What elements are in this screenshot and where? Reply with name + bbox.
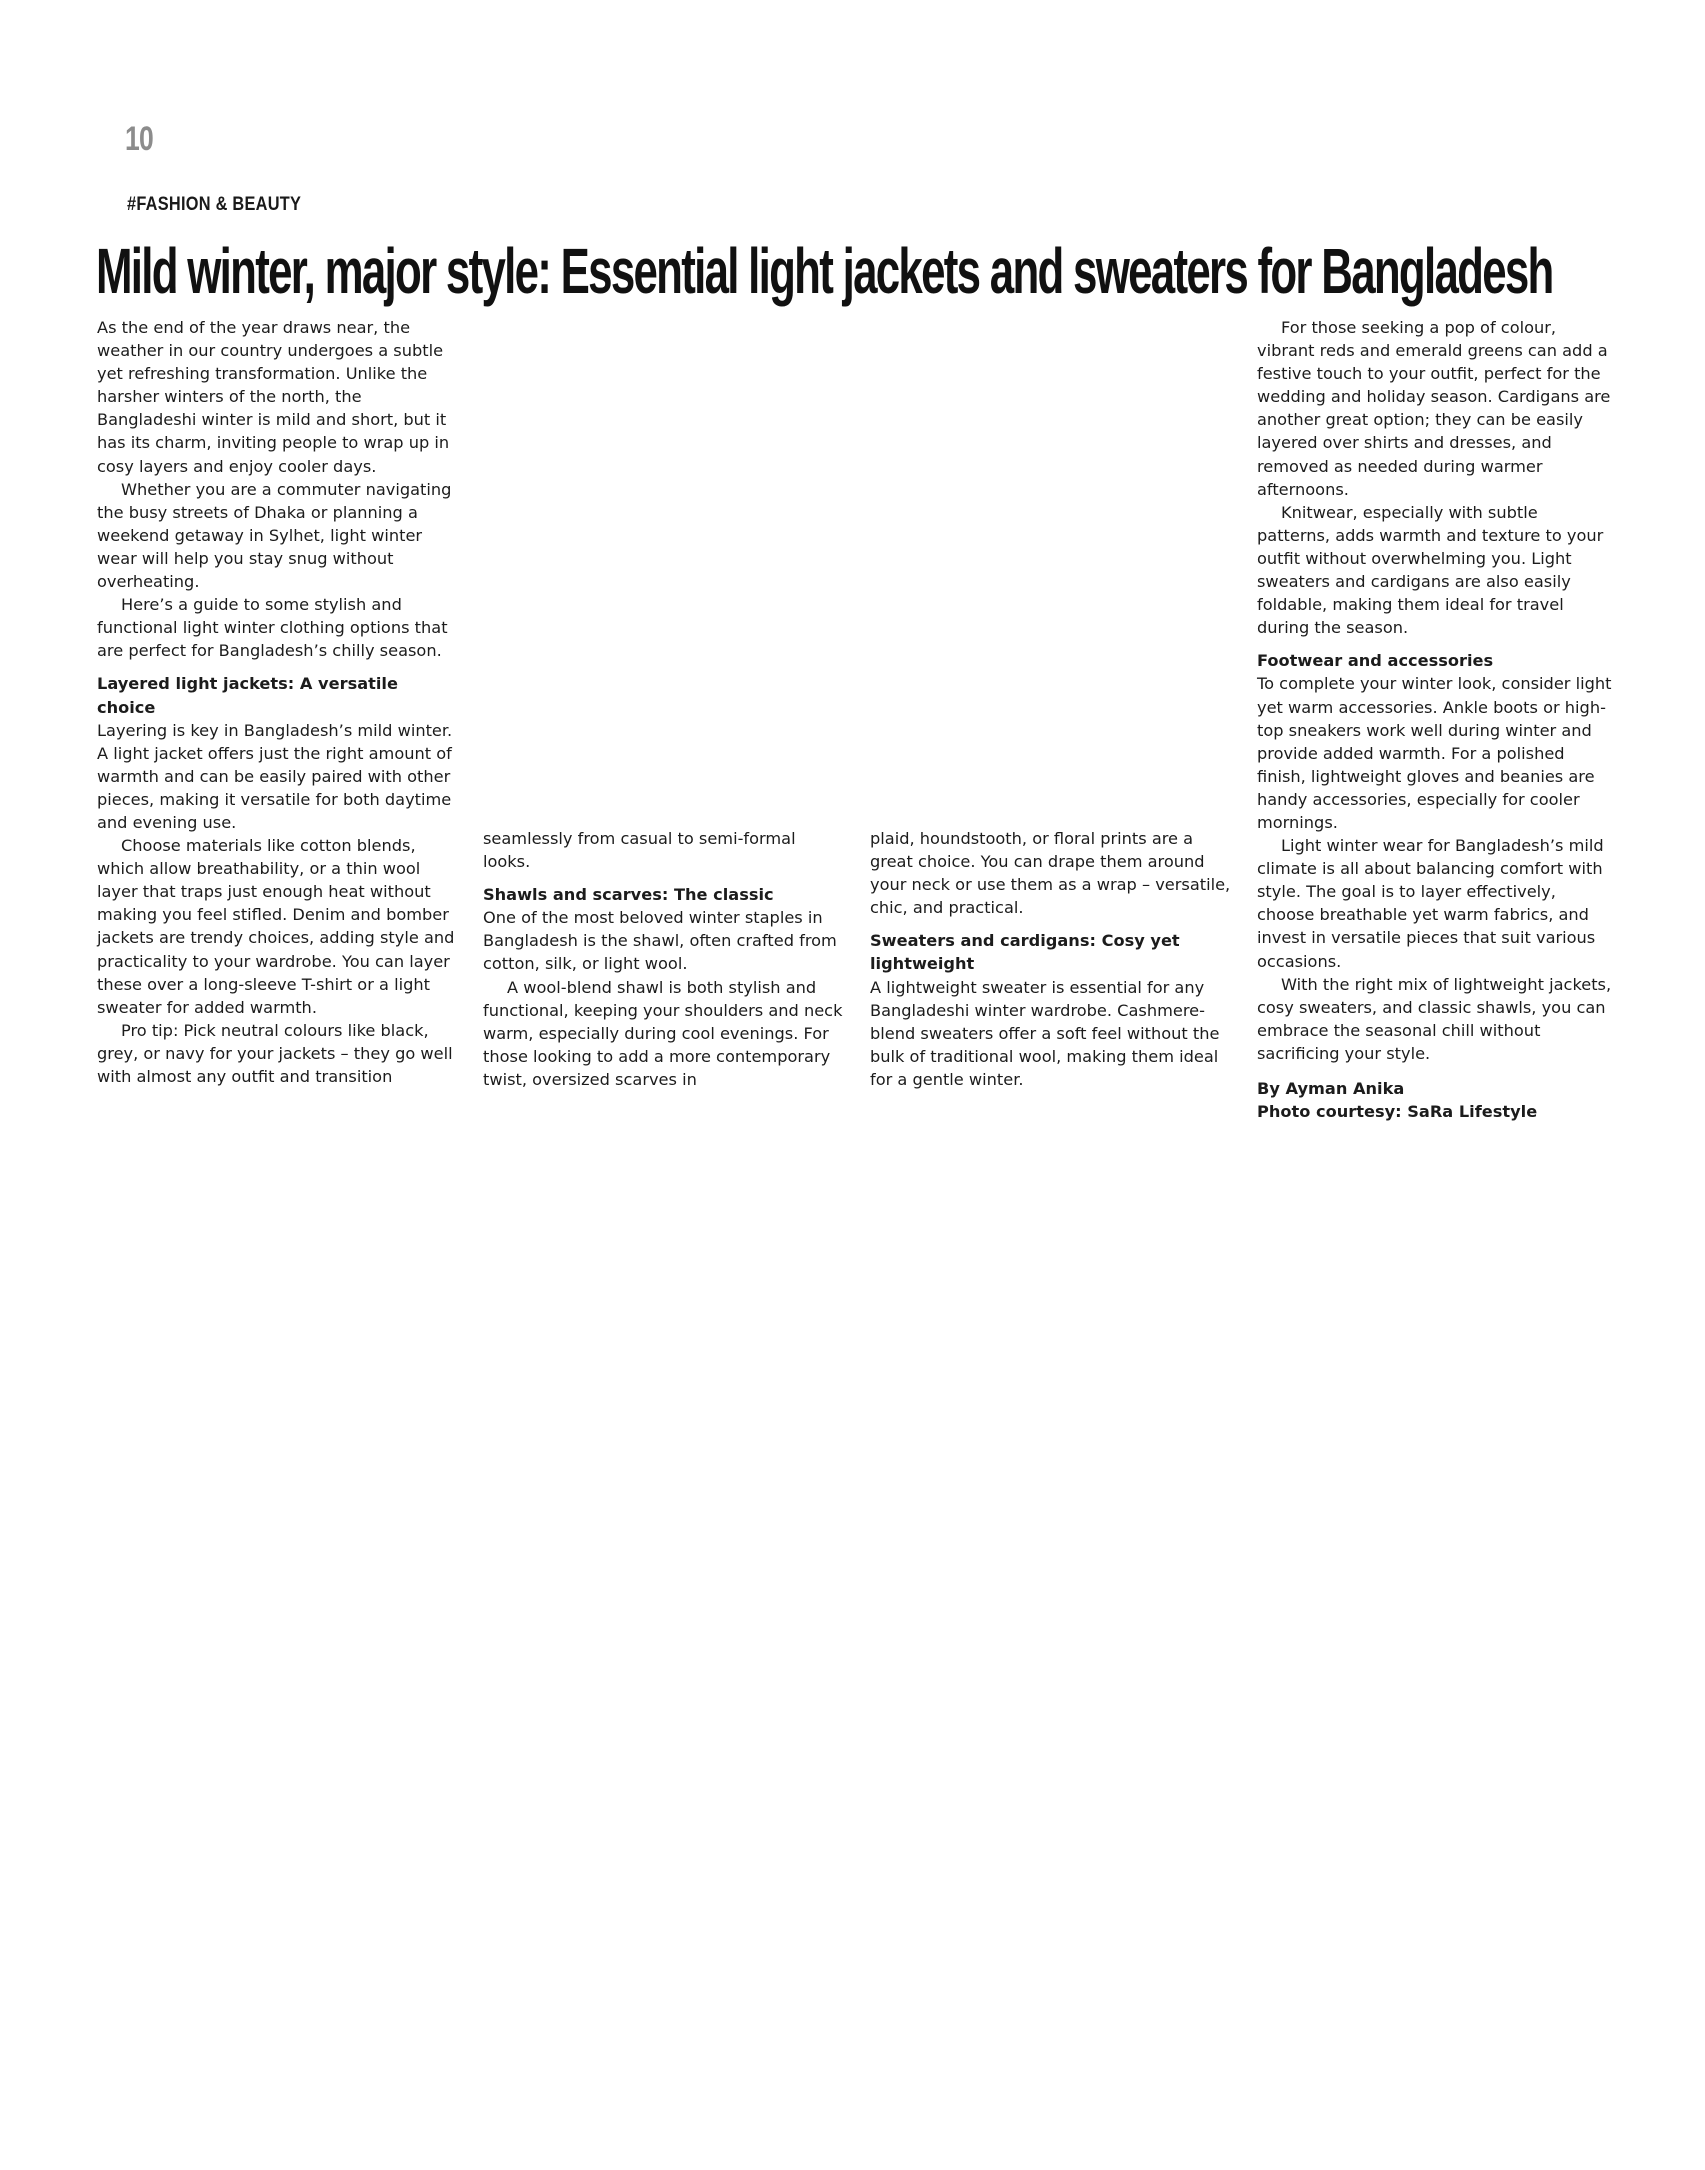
- paragraph: Pro tip: Pick neutral colours like black, grey, or navy for your jackets – they go well with almost any outfit and transition: [97, 1020, 453, 1086]
- paragraph: One of the most beloved winter staples in Bangladesh is the shawl, often crafted from cotton, silk, or light wool.: [483, 908, 837, 974]
- paragraph: Here’s a guide to some stylish and functional light winter clothing options that are perfect for Bangladesh’s chilly season.: [97, 595, 448, 661]
- paragraph: For those seeking a pop of colour, vibrant reds and emerald greens can add a festive touch to your outfit, perfect for the wedding and holiday season. Cardigans are another great option; they can be easily layered over shirts and dresses, and removed as needed during warmer afternoons.: [1257, 318, 1611, 499]
- article-column-2: [483, 827, 845, 1091]
- paragraph: With the right mix of lightweight jackets, cosy sweaters, and classic shawls, you can embrace the seasonal chill without sacrificing your style.: [1257, 974, 1612, 1063]
- photo-credit: Photo courtesy: SaRa Lifestyle: [1257, 1102, 1538, 1122]
- paragraph: Whether you are a commuter navigating the busy streets of Dhaka or planning a weekend getaway in Sylhet, light winter wear will help you stay snug without overheating.: [97, 479, 452, 592]
- paragraph: Choose materials like cotton blends, which allow breathability, or a thin wool layer that traps just enough heat without making you feel stifled. Denim and bomber jackets are trendy choices, adding style and practicality to your wardrobe. You can layer these over a long-sleeve T-shirt or a light sweater for added warmth.: [97, 836, 455, 1017]
- paragraph: As the end of the year draws near, the weather in our country undergoes a subtle yet refreshing transformation. Unlike the harsher winters of the north, the Bangladeshi winter is mild and short, but it has its charm, inviting people to wrap up in cosy layers and enjoy cooler days.: [97, 318, 450, 476]
- article-column-1: [97, 316, 459, 1088]
- byline: By Ayman Anika: [1257, 1079, 1405, 1098]
- headline: Mild winter, major style: Essential light jackets and sweaters for Bangladesh: [96, 235, 1553, 307]
- paragraph: Layering is key in Bangladesh’s mild winter. A light jacket offers just the right amount of warmth and can be easily paired with other pieces, making it versatile for both daytime and evening use.: [97, 720, 453, 832]
- section-tag: #FASHION & BEAUTY: [127, 194, 302, 215]
- page-number: 10: [125, 120, 153, 158]
- article-column-4: [1257, 316, 1613, 1123]
- paragraph: To complete your winter look, consider light yet warm accessories. Ankle boots or high-top sneakers work well during winter and provide added warmth. For a polished finish, lightweight gloves and beanies are handy accessories, especially for cooler mornings.: [1257, 674, 1612, 832]
- subheading: Footwear and accessories: [1257, 651, 1494, 671]
- paragraph: plaid, houndstooth, or floral prints are a great choice. You can drape them around your neck or use them as a wrap – versatile, chic, and practical.: [870, 829, 1231, 918]
- subheading: Layered light jackets: A versatile choice: [97, 674, 398, 717]
- subheading: Sweaters and cardigans: Cosy yet lightweight: [870, 931, 1180, 974]
- article-column-3: [870, 827, 1232, 1091]
- paragraph: A lightweight sweater is essential for any Bangladeshi winter wardrobe. Cashmere-blend sweaters offer a soft feel without the bulk of traditional wool, making them ideal for a gentle winter.: [870, 977, 1220, 1089]
- paragraph: Knitwear, especially with subtle patterns, adds warmth and texture to your outfit without overwhelming you. Light sweaters and cardigans are also easily foldable, making them ideal for travel during the season.: [1257, 502, 1604, 638]
- subheading: Shawls and scarves: The classic: [483, 885, 774, 905]
- paragraph: Light winter wear for Bangladesh’s mild climate is all about balancing comfort with style. The goal is to layer effectively, choose breathable yet warm fabrics, and invest in versatile pieces that suit various occasions.: [1257, 836, 1604, 971]
- paragraph: A wool-blend shawl is both stylish and functional, keeping your shoulders and neck warm, especially during cool evenings. For those looking to add a more contemporary twist, oversized scarves in: [483, 977, 843, 1089]
- paragraph: seamlessly from casual to semi-formal looks.: [483, 829, 796, 872]
